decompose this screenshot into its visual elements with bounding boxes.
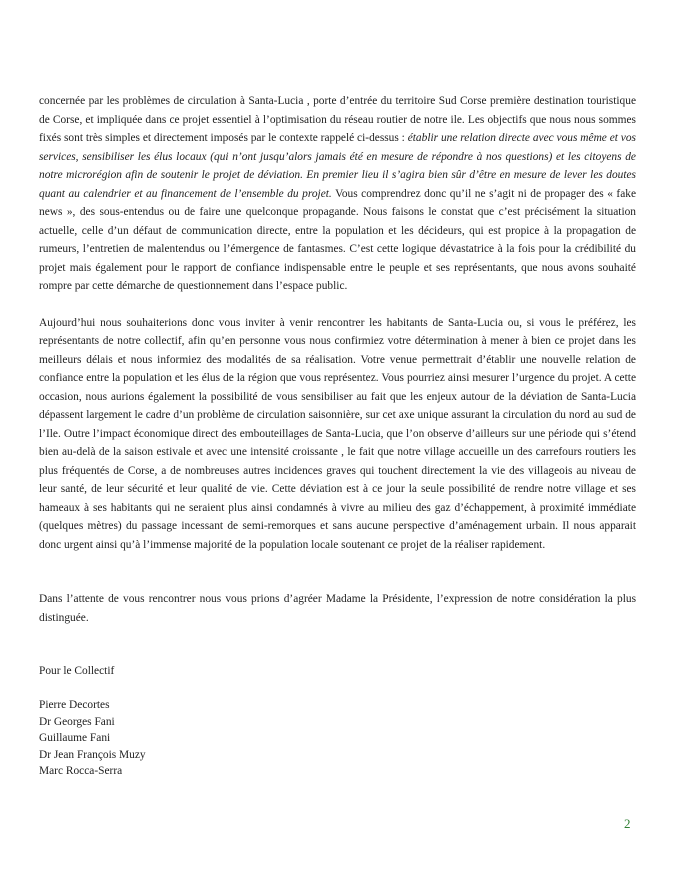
paragraph-objectives-text-2: Vous comprendrez donc qu’il ne s’agit ni de propager des « fake news », des sous-entendus ou de faire une quelconque propagande. Nous faisons le constat que c’est précisément la situation actuelle, celle d’un défaut de communication directe, entre la population et les décideurs, qui est propice à la propagation de rumeurs, l’entretien de malentendus ou l’émergence de fantasmes. C’est cette logique dévastatrice à la fois pour la crédibilité du projet mais également pour le rapport de confiance indispensable entre le peuple et ses représentants, que nous avons souhaité rompre par cette démarche de questionnement dans l’espace public. [39,187,637,292]
signatory-name: Pierre Decortes [39,699,110,711]
paragraph-objectives-italic: établir une relation directe avec vous même et vos services, sensibiliser les élus locaux (qui n’ont jusqu’alors jamais été en mesure de répondre à nos questions) et les citoyens de notre microrégion afin de soutenir le projet de déviation. En premier lieu il s’agira bien sûr d’être en mesure de lever les doutes quant au calendrier et au financement de l’ensemble du projet. [39,132,636,200]
signatory-name: Dr Jean François Muzy [39,748,146,761]
paragraph-invitation: Aujourd’hui nous souhaiterions donc vous inviter à venir rencontrer les habitants de Santa-Lucia ou, si vous le préférez, les représentants de notre collectif, afin qu’en personne vous nous confirmiez votre détermination à mener à bien ce projet dans les meilleurs délais et nous informiez des modalités de sa réalisation. Votre venue permettrait d’établir une nouvelle relation de confiance entre la population et les élus de la région que vous représentez. Vous pourriez ainsi mesurer l’urgence du projet. A cette occasion, nous aurions également la possibilité de vous sensibiliser au fait que les enjeux autour de la déviation de Santa-Lucia dépassent largement le cadre d’un problème de circulation saisonnière, sur cet axe unique assurant la circulation du nord au sud de l’Ile. Outre l’impact économique direct des embouteillages de Santa-Lucia, que l’on observe d’ailleurs sur une période qui s’étend bien au-delà de la saison estivale et avec une intensité croissante , le fait que notre village accueille un des carrefours routiers les plus fréquentés de Corse, a de nombreuses autres incidences graves qui touchent directement la vie des villageois au niveau de leur santé, de leur sécurité et leur qualité de vie. Cette déviation est à ce jour la seule possibilité de rendre notre village et ses hameaux à ses habitants qui ne seraient plus ainsi condamnés à vivre au milieu des gaz d’échappement, à proximité immédiate (quelques mètres) du passage incessant de semi-remorques et sans aucune perspective d’aménagement urbain. Il nous apparait donc urgent ainsi qu’à l’immense majorité de la population locale soutenant ce projet de la réaliser rapidement. [39,316,636,551]
page-number: 2 [624,816,631,831]
signatory-name: Guillaume Fani [39,732,111,744]
signatory-name: Marc Rocca-Serra [39,765,123,777]
paragraph-closing: Dans l’attente de vous rencontrer nous vous prions d’agréer Madame la Présidente, l’expression de notre considération la plus distinguée. [39,593,636,624]
paragraph-objectives [39,92,636,296]
letter-body [39,92,636,780]
paragraph-objectives-text-1: concernée par les problèmes de circulation à Santa-Lucia , porte d’entrée du territoire Sud Corse première destination touristique de Corse, et impliquée dans ce projet essentiel à l’optimisation du réseau routier de notre ile. Les objectifs que nous nous sommes fixés sont très simples et directement imposés par le contexte rappelé ci-dessus : [39,95,636,144]
signatories-list [39,697,636,780]
signature-label: Pour le Collectif [39,665,115,677]
signatory-name: Dr Georges Fani [39,715,115,728]
